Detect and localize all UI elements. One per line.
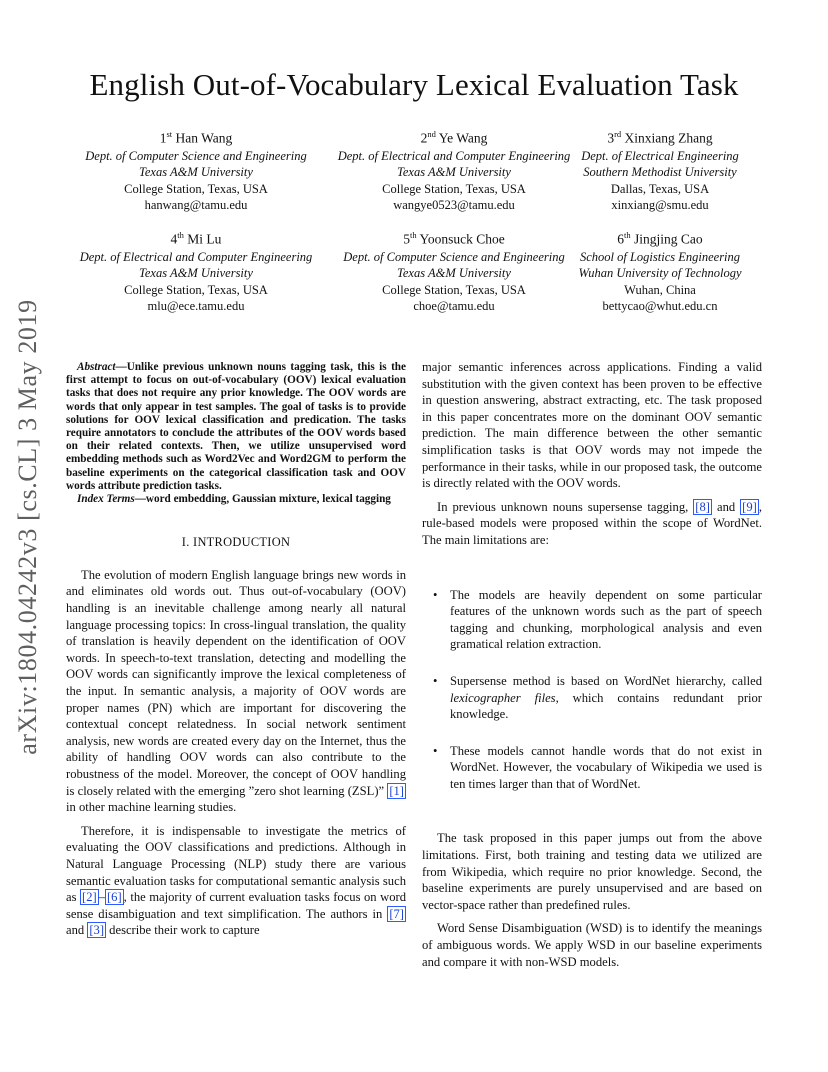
author-university: Texas A&M University (397, 165, 511, 180)
author-location: Dallas, Texas, USA (610, 181, 710, 196)
author-dept: Dept. of Electrical and Computer Engineering (337, 148, 571, 163)
author-university: Texas A&M University (139, 165, 253, 180)
author-dept: Dept. of Computer Science and Engineering (343, 249, 565, 264)
author-university: Wuhan University of Technology (578, 266, 742, 281)
citation-link[interactable]: [2] (82, 890, 97, 905)
list-item: • The models are heavily dependent on some particular features of the unknown words such as the part of speech tagging and chunking, morphological analysis and even gramatical relation extraction. (450, 587, 762, 653)
body-paragraph: major semantic inferences across applications. Finding a valid substitution with the given context has been proven to be effective in question answering, abstract extracting, etc. The task proposed in this paper concentrates more on the dominant OOV semantic prediction. The main difference between the other semantic simplification tasks is that OOV words may not impede the performance in their tasks, while in our proposed task, the outcome is directly related with the OOV words. (422, 360, 762, 491)
author-university: Southern Methodist University (583, 165, 737, 180)
author-name: 2nd Ye Wang (420, 129, 488, 146)
author-name: 1st Han Wang (159, 129, 233, 146)
author-location: College Station, Texas, USA (124, 181, 268, 196)
list-item: • Supersense method is based on WordNet hierarchy, called lexicographer files, which contains redundant prior knowledge. (450, 673, 762, 723)
author-block (529, 125, 791, 214)
author-email: hanwang@tamu.edu (144, 198, 248, 213)
author-email: wangye0523@tamu.edu (393, 198, 515, 213)
author-location: Wuhan, China (624, 282, 696, 297)
author-block (529, 226, 791, 315)
author-dept: School of Logistics Engineering (579, 249, 741, 264)
author-block (51, 226, 341, 315)
right-column (422, 359, 762, 977)
limitations-list (422, 587, 762, 793)
author-email: bettycao@whut.edu.cn (602, 299, 718, 314)
author-location: College Station, Texas, USA (382, 181, 526, 196)
list-item: • These models cannot handle words that do not exist in WordNet. However, the vocabulary of Wikipedia we used is ten times larger than that of WordNet. (450, 743, 762, 793)
citation-link[interactable]: [7] (389, 906, 404, 921)
left-column (66, 361, 406, 946)
author-location: College Station, Texas, USA (382, 282, 526, 297)
citation-link[interactable]: [9] (742, 499, 757, 514)
abstract (66, 361, 406, 506)
author-email: choe@tamu.edu (413, 299, 495, 314)
author-university: Texas A&M University (139, 266, 253, 281)
author-name: 4th Mi Lu (170, 230, 222, 247)
abstract-text: —Unlike previous unknown nouns tagging task, this is the first attempt to focus on out-of-vocabulary (OOV) lexical evaluation tasks that does not require any prior knowledge. The OOV words are words that only appear in test samples. The goal of tasks is to provide solutions for OOV lexical classification and predication. The tasks require annotators to conclude the attributes of the OOV words based on their related contexts. Then, we utilize unsupervised word embedding methods such as Word2Vec and Word2GM to perform the baseline experiments on the categorical classification task and OOV words attribute prediction tasks. (66, 361, 406, 492)
author-university: Texas A&M University (397, 266, 511, 281)
index-terms-label: Index Terms (77, 493, 135, 506)
author-name: 6th Jingjing Cao (617, 230, 703, 247)
author-email: xinxiang@smu.edu (611, 198, 709, 213)
author-location: College Station, Texas, USA (124, 282, 268, 297)
arxiv-identifier: arXiv:1804.04242v3 [cs.CL] 3 May 2019 (13, 299, 42, 755)
body-paragraph: The task proposed in this paper jumps out from the above limitations. First, both training and testing data we utilized are from Wikipedia, which require no prior knowledge. Second, the baseline experiments are purely unsupervised and are based on vector-space rather than predefined rules. (422, 831, 762, 912)
body-paragraph: Word Sense Disambiguation (WSD) is to identify the meanings of ambiguous words. We apply WSD in our baseline experiments and compare it with non-WSD models. (422, 921, 762, 969)
citation-link[interactable]: [1] (389, 783, 404, 798)
author-block (51, 125, 341, 214)
intro-paragraph: The evolution of modern English language brings new words in and eliminates old words out. Thus out-of-vocabulary (OOV) handling is an inevitable challenge among nearly all natural language processing topics: In cross-lingual translation, the quality of translation is heavily dependent on the identification of OOV words. In speech-to-text translation, detecting and modelling the OOV words can significantly improve the lexical completeness of the input. In semantic analysis, a majority of OOV words are proper names (PN) which are important for discovering the contextual concept relatedness. In social network sentiment analysis, new words are created every day on the Internet, thus the ability of handling OOV words can also contribute to the robustness of the model. Moreover, the concept of OOV handling is closely related with the emerging ”zero shot learning (ZSL)” [1] in other machine learning studies. (66, 567, 406, 815)
body-paragraph: In previous unknown nouns supersense tagging, [8] and [9] , rule-based models were proposed within the scope of WordNet. The main limitations are: (422, 499, 763, 547)
paper-title: English Out-of-Vocabulary Lexical Evaluation Task (89, 67, 739, 102)
citation-link[interactable]: [6] (106, 890, 122, 905)
index-terms-text: —word embedding, Gaussian mixture, lexical tagging (134, 493, 391, 506)
citation-link[interactable]: [3] (89, 923, 105, 938)
abstract-label: Abstract (77, 361, 116, 373)
author-name: 5th Yoonsuck Choe (403, 230, 505, 247)
intro-paragraph: Therefore, it is indispensable to investigate the metrics of evaluating the OOV classifications and predictions. Although in Natural Language Processing (NLP) study there are various semantic evaluation tasks for computational semantic analysis such as [2] – [6] , the majority of current evaluation tasks focus on word sense disambiguation and text simplification. The authors in [7] and [3] describe their work to capture (66, 823, 406, 938)
author-dept: Dept. of Electrical Engineering (581, 148, 739, 163)
author-dept: Dept. of Electrical and Computer Engineering (79, 249, 313, 264)
author-email: mlu@ece.tamu.edu (147, 299, 245, 314)
citation-link[interactable]: [8] (695, 499, 710, 514)
author-dept: Dept. of Computer Science and Engineering (85, 148, 307, 163)
author-name: 3rd Xinxiang Zhang (607, 129, 713, 146)
section-heading: I. INTRODUCTION (181, 535, 291, 550)
arxiv-sidebar (8, 287, 48, 767)
